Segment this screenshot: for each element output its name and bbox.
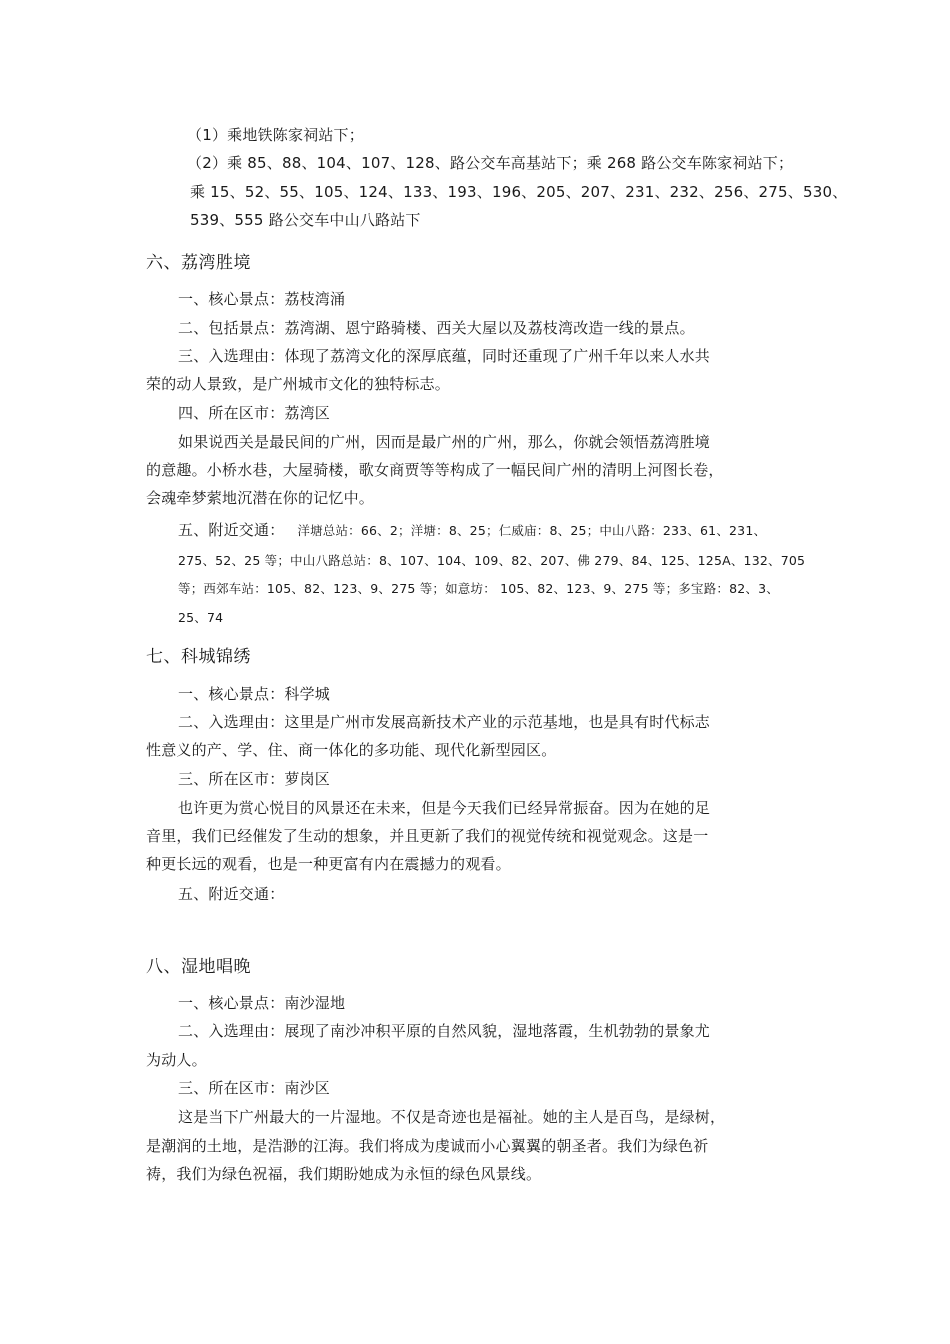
section-7-reason-1: 二、入选理由：这里是广州市发展高新技术产业的示范基地，也是具有时代标志 (178, 713, 711, 731)
section-8-desc-3: 祷，我们为绿色祝福，我们期盼她成为永恒的绿色风景线。 (146, 1165, 542, 1183)
section-8-reason-2: 为动人。 (146, 1051, 207, 1069)
section-8-district: 三、所在区市：南沙区 (178, 1079, 331, 1097)
transit-line-1: （1）乘地铁陈家祠站下； (187, 126, 364, 144)
section-6-transit-1: 洋塘总站：66、2；洋塘：8、25；仁威庙：8、25；中山八路：233、61、231、 (297, 523, 767, 538)
section-6-heading: 六、荔湾胜境 (146, 253, 251, 273)
section-8-core: 一、核心景点：南沙湿地 (178, 994, 346, 1012)
section-8-heading: 八、湿地唱晚 (146, 957, 251, 977)
section-8-desc-1: 这是当下广州最大的一片湿地。不仅是奇迹也是福祉。她的主人是百鸟，是绿树， (178, 1108, 726, 1126)
section-6-transit-row-1 (178, 520, 766, 541)
section-6-reason-1: 三、入选理由：体现了荔湾文化的深厚底蕴，同时还重现了广州千年以来人水共 (178, 347, 711, 365)
section-7-desc-1: 也许更为赏心悦目的风景还在未来，但是今天我们已经异常振奋。因为在她的足 (178, 799, 711, 817)
section-7-heading: 七、科城锦绣 (146, 647, 251, 667)
section-6-transit-3: 等；西郊车站：105、82、123、9、275 等；如意坊： 105、82、123、9、275 等；多宝路：82、3、 (178, 581, 779, 596)
section-7-transit: 五、附近交通： (178, 885, 285, 903)
transit-line-3: 乘 15、52、55、105、124、133、193、196、205、207、231、232、256、275、530、 (190, 183, 848, 201)
section-6-transit-label: 五、附近交通： (178, 521, 285, 539)
section-7-reason-2: 性意义的产、学、住、商一体化的多功能、现代化新型园区。 (146, 741, 557, 759)
transit-line-4: 539、555 路公交车中山八路站下 (190, 211, 421, 229)
section-6-desc-2: 的意趣。小桥水巷，大屋骑楼，歌女商贾等等构成了一幅民间广州的清明上河图长卷， (146, 461, 724, 479)
section-6-desc-3: 会魂牵梦萦地沉潜在你的记忆中。 (146, 489, 375, 507)
section-6-transit-4: 25、74 (178, 610, 224, 625)
section-6-includes: 二、包括景点：荔湾湖、恩宁路骑楼、西关大屋以及荔枝湾改造一线的景点。 (178, 319, 695, 337)
section-8-reason-1: 二、入选理由：展现了南沙冲积平原的自然风貌，湿地落霞，生机勃勃的景象尤 (178, 1022, 711, 1040)
section-6-transit-2: 275、52、25 等；中山八路总站：8、107、104、109、82、207、佛 279、84、125、125A、132、705 (178, 553, 806, 568)
section-6-district: 四、所在区市：荔湾区 (178, 404, 331, 422)
section-7-desc-3: 种更长远的观看，也是一种更富有内在震撼力的观看。 (146, 855, 511, 873)
section-8-desc-2: 是潮润的土地，是浩渺的江海。我们将成为虔诚而小心翼翼的朝圣者。我们为绿色祈 (146, 1137, 709, 1155)
section-6-core: 一、核心景点：荔枝湾涌 (178, 290, 346, 308)
section-6-desc-1: 如果说西关是最民间的广州，因而是最广州的广州，那么，你就会领悟荔湾胜境 (178, 433, 711, 451)
section-6-reason-2: 荣的动人景致，是广州城市文化的独特标志。 (146, 375, 451, 393)
section-7-desc-2: 音里，我们已经催发了生动的想象，并且更新了我们的视觉传统和视觉观念。这是一 (146, 827, 709, 845)
section-7-district: 三、所在区市：萝岗区 (178, 770, 331, 788)
transit-line-2: （2）乘 85、88、104、107、128、路公交车高基站下；乘 268 路公交车陈家祠站下； (187, 154, 794, 172)
section-7-core: 一、核心景点：科学城 (178, 685, 331, 703)
